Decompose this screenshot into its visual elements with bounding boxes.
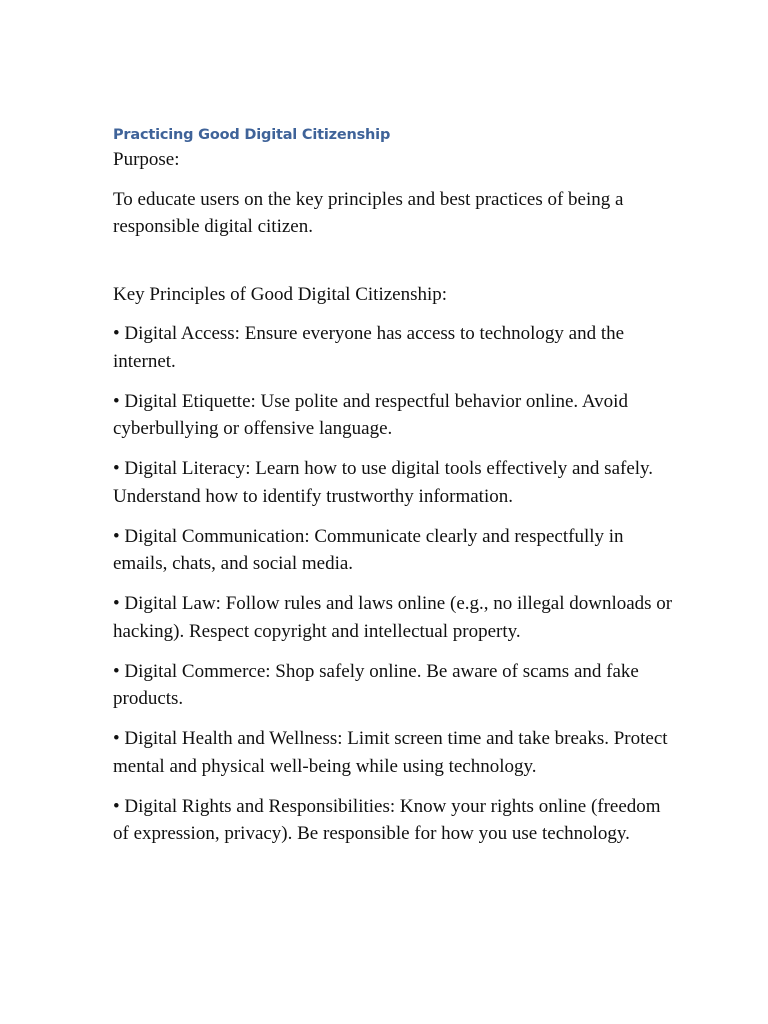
principle-digital-law: • Digital Law: Follow rules and laws online (e.g., no illegal downloads or hacking). Respect copyright and intellectual property. — [113, 593, 673, 642]
principle-digital-rights: • Digital Rights and Responsibilities: Know your rights online (freedom of expression, privacy). Be responsible for how you use technology. — [113, 795, 661, 844]
principle-digital-health: • Digital Health and Wellness: Limit screen time and take breaks. Protect mental and physical well-being while using technology. — [113, 728, 668, 777]
principle-digital-commerce: • Digital Commerce: Shop safely online. Be aware of scams and fake products. — [113, 660, 639, 709]
principle-digital-etiquette: • Digital Etiquette: Use polite and respectful behavior online. Avoid cyberbullying or offensive language. — [113, 390, 628, 439]
principles-list — [113, 320, 673, 848]
principle-digital-communication: • Digital Communication: Communicate clearly and respectfully in emails, chats, and social media. — [113, 525, 624, 574]
principles-heading: Key Principles of Good Digital Citizenship: — [113, 283, 448, 305]
purpose-text: To educate users on the key principles and best practices of being a responsible digital citizen. — [113, 188, 624, 237]
document-title: Practicing Good Digital Citizenship — [113, 127, 391, 143]
document-body — [113, 124, 673, 860]
principle-digital-literacy: • Digital Literacy: Learn how to use digital tools effectively and safely. Understand how to identify trustworthy information. — [113, 458, 654, 507]
purpose-label: Purpose: — [113, 149, 180, 170]
principle-digital-access: • Digital Access: Ensure everyone has access to technology and the internet. — [113, 323, 625, 372]
